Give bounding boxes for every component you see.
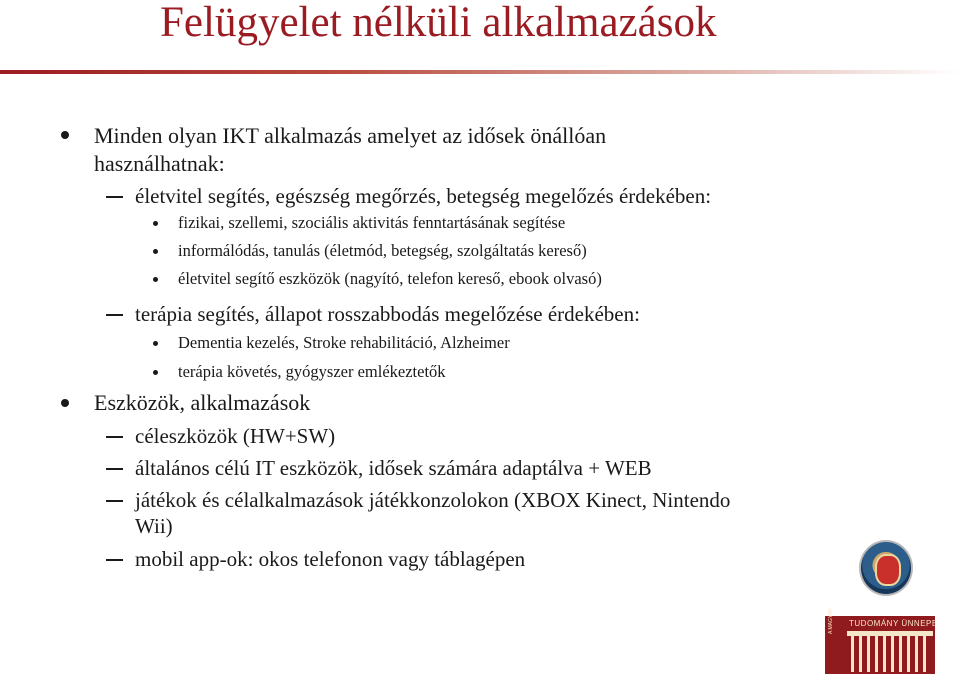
bullet-dot-small xyxy=(153,221,158,226)
portrait-figure-icon xyxy=(875,554,901,586)
list-item-l2: céleszközök (HW+SW) xyxy=(135,424,336,448)
bullet-dot-small xyxy=(153,370,158,375)
bullet-dash xyxy=(106,436,123,438)
bullet-dash xyxy=(106,468,123,470)
list-item-l2: játékok és célalkalmazások játékkonzolokon (XBOX Kinect, Nintendo xyxy=(135,488,731,512)
list-item-l2: életvitel segítés, egészség megőrzés, betegség megelőzés érdekében: xyxy=(135,184,712,208)
list-item-l3: Dementia kezelés, Stroke rehabilitáció, Alzheimer xyxy=(178,333,510,352)
list-item-l3: terápia követés, gyógyszer emlékeztetők xyxy=(178,362,446,381)
list-item-l2: általános célú IT eszközök, idősek számára adaptálva + WEB xyxy=(135,456,652,480)
slide-title: Felügyelet nélküli alkalmazások xyxy=(160,0,717,46)
bullet-dot xyxy=(61,131,69,139)
bullet-dash xyxy=(106,314,123,316)
list-item-l3: életvitel segítő eszközök (nagyító, telefon kereső, ebook olvasó) xyxy=(178,269,602,288)
list-item-l1-continued: használhatnak: xyxy=(94,151,225,176)
list-item-l1: Minden olyan IKT alkalmazás amelyet az idősek önállóan xyxy=(94,123,607,148)
list-item-l2: terápia segítés, állapot rosszabbodás megelőzése érdekében: xyxy=(135,302,640,326)
list-item-l3: informálódás, tanulás (életmód, betegség, szolgáltatás kereső) xyxy=(178,241,587,260)
list-item-l2: mobil app-ok: okos telefonon vagy táblagépen xyxy=(135,547,526,571)
building-icon xyxy=(851,636,929,672)
logo-side-text: A MAGYAR xyxy=(828,608,834,634)
bullet-dash xyxy=(106,559,123,561)
list-item-l1: Eszközök, alkalmazások xyxy=(94,390,311,415)
bullet-dot-small xyxy=(153,249,158,254)
bullet-dash xyxy=(106,500,123,502)
bullet-dot xyxy=(61,399,69,407)
portrait-emblem-logo xyxy=(859,540,913,596)
list-item-l2-continued: Wii) xyxy=(135,514,173,538)
logo-banner-text: TUDOMÁNY ÜNNEPE xyxy=(849,619,938,628)
title-rule xyxy=(0,70,960,74)
bullet-dash xyxy=(106,196,123,198)
tudomany-unnepe-logo xyxy=(825,608,938,674)
bullet-dot-small xyxy=(153,341,158,346)
list-item-l3: fizikai, szellemi, szociális aktivitás fenntartásának segítése xyxy=(178,213,566,232)
bullet-dot-small xyxy=(153,277,158,282)
